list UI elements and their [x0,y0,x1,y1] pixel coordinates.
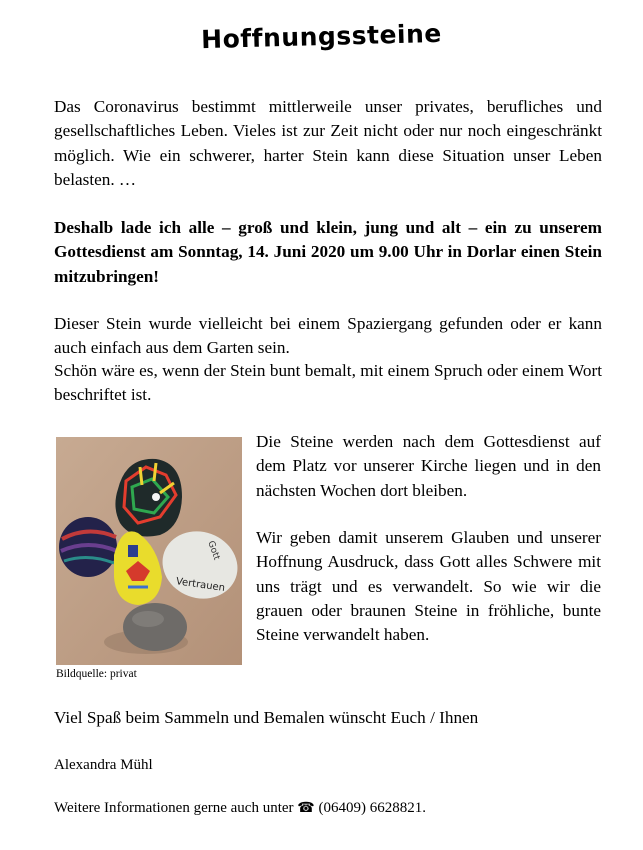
painted-stones-photo [56,437,242,665]
image-caption: Bildquelle: privat [56,668,137,680]
stone-label-gott: Gott [205,539,222,562]
grey-stone [123,603,187,651]
page-title: Hoffnungssteine [200,18,443,55]
phone-number: (06409) 6628821. [318,800,426,816]
after-service-paragraph: Die Steine werden nach dem Gottesdienst auf dem Platz vor unserer Kirche liegen und in den nächsten Wochen dort bleiben. [256,432,601,500]
closing-line: Viel Spaß beim Sammeln und Bemalen wünscht Euch / Ihnen [54,708,479,727]
painted-stones-illustration [56,437,242,665]
contact-info [54,800,426,817]
stone-found-paragraph: Dieser Stein wurde vielleicht bei einem Spaziergang gefunden oder er kann auch einfach aus dem Garten sein. [54,314,602,358]
intro-paragraph: Das Coronavirus bestimmt mittlerweile unser privates, berufliches und gesellschaftliches Leben. Vieles ist zur Zeit nicht oder nur noch eingeschränkt möglich. Wie ein schwerer, harter Stein kann diese Situation unser Leben belasten. … [54,97,602,189]
stone-label-vertrauen: Vertrauen [175,576,226,595]
stone-painted-paragraph: Schön wäre es, wenn der Stein bunt bemalt, mit einem Spruch oder einem Wort beschriftet ist. [54,361,602,405]
telephone-icon: ☎ [297,801,315,816]
meaning-paragraph: Wir geben damit unserem Glauben und unserer Hoffnung Ausdruck, dass Gott alles Schwere mit uns trägt und es verwandelt. So wie wir die grauen oder braunen Steine in fröhliche, bunte Steine verwandelt haben. [256,528,601,645]
contact-prefix: Weitere Informationen gerne auch unter [54,800,294,816]
invitation-paragraph: Deshalb lade ich alle – groß und klein, jung und alt – ein zu unserem Gottesdienst am Sonntag, 14. Juni 2020 um 9.00 Uhr in Dorlar einen Stein mitzubringen! [54,218,602,286]
author-name: Alexandra Mühl [54,757,153,773]
striped-stone [59,517,117,577]
